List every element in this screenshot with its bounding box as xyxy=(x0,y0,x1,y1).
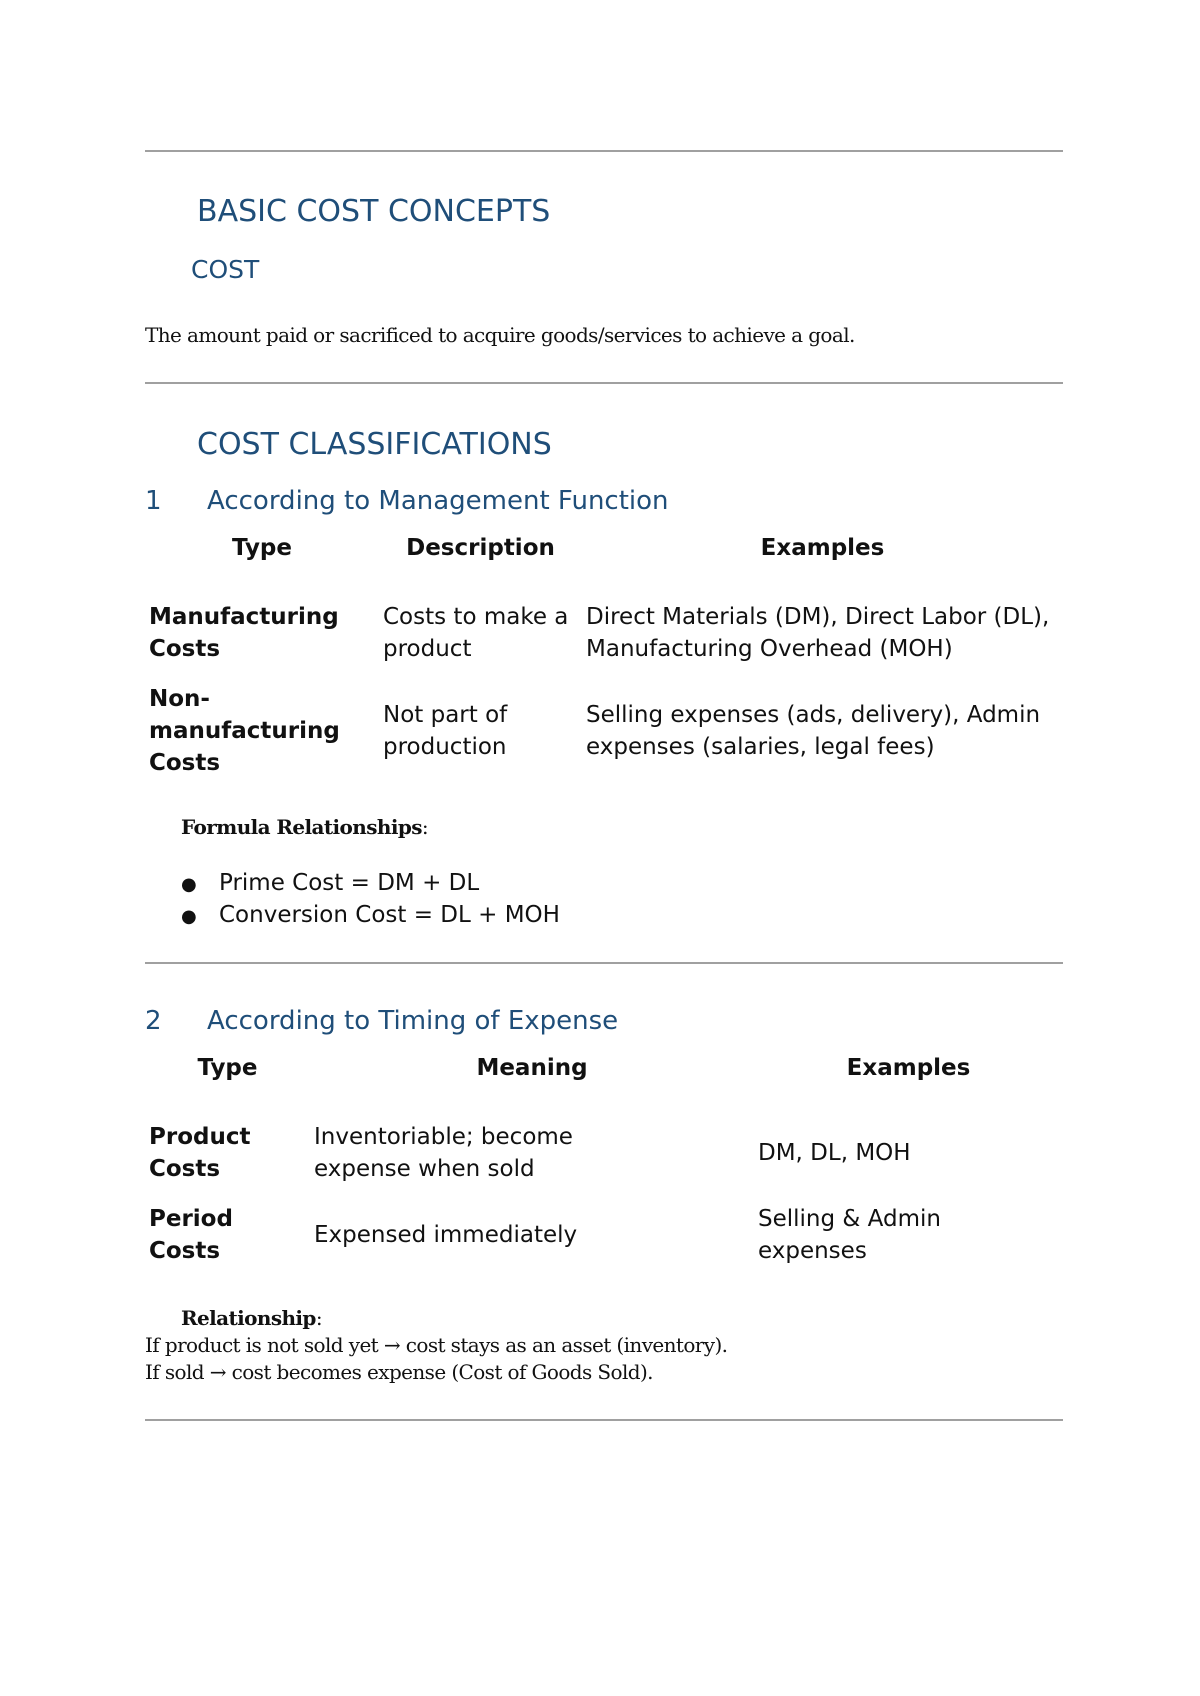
cost-definition: The amount paid or sacrificed to acquire goods/services to achieve a goal. xyxy=(145,323,855,347)
table-row xyxy=(145,1203,1063,1267)
list-item xyxy=(181,868,560,900)
table-row xyxy=(145,1121,1063,1185)
table-row xyxy=(145,683,1063,779)
bullet-icon: ● xyxy=(181,874,197,895)
classifications-heading: COST CLASSIFICATIONS xyxy=(197,427,552,462)
bullet-icon: ● xyxy=(181,906,197,927)
formula-label-colon: : xyxy=(421,815,429,839)
table-header-row xyxy=(145,527,1063,569)
header-type: Type xyxy=(231,535,292,561)
formula-conversion-cost: Conversion Cost = DL + MOH xyxy=(219,902,560,928)
row-meaning: Inventoriable; become expense when sold xyxy=(314,1124,573,1182)
relationship-line-2: If sold → cost becomes expense (Cost of Goods Sold). xyxy=(145,1360,653,1384)
row-description: Costs to make a product xyxy=(383,604,569,662)
formula-relationships-label xyxy=(181,815,428,839)
section-2-heading xyxy=(145,1006,618,1036)
row-type: Product Costs xyxy=(149,1124,251,1182)
header-examples: Examples xyxy=(760,535,885,561)
section-2-number: 2 xyxy=(145,1006,162,1036)
formula-prime-cost: Prime Cost = DM + DL xyxy=(219,870,480,896)
header-examples: Examples xyxy=(846,1055,971,1081)
row-type: Non-manufacturing Costs xyxy=(149,686,340,776)
section-1-heading xyxy=(145,486,669,516)
row-description: Not part of production xyxy=(383,702,508,760)
row-type: Manufacturing Costs xyxy=(149,604,339,662)
header-type: Type xyxy=(197,1055,258,1081)
row-examples: Direct Materials (DM), Direct Labor (DL), Manufacturing Overhead (MOH) xyxy=(586,604,1050,662)
relationship-label-bold: Relationship xyxy=(181,1306,316,1330)
row-type: Period Costs xyxy=(149,1206,233,1264)
horizontal-rule xyxy=(145,962,1063,964)
header-meaning: Meaning xyxy=(476,1055,588,1081)
section-1-title: According to Management Function xyxy=(207,486,669,516)
relationship-line-1: If product is not sold yet → cost stays as an asset (inventory). xyxy=(145,1333,728,1357)
horizontal-rule xyxy=(145,382,1063,384)
section-1-number: 1 xyxy=(145,486,162,516)
row-meaning: Expensed immediately xyxy=(314,1222,578,1248)
table-header-row xyxy=(145,1047,1063,1089)
cost-heading: COST xyxy=(191,255,260,284)
formula-label-bold: Formula Relationships xyxy=(181,815,422,839)
management-function-table xyxy=(145,527,1063,779)
horizontal-rule xyxy=(145,150,1063,152)
section-2-title: According to Timing of Expense xyxy=(207,1006,619,1036)
list-item xyxy=(181,900,560,932)
row-examples: Selling expenses (ads, delivery), Admin expenses (salaries, legal fees) xyxy=(586,702,1041,760)
relationship-label xyxy=(181,1306,322,1330)
header-description: Description xyxy=(406,535,555,561)
horizontal-rule xyxy=(145,1419,1063,1421)
formula-list xyxy=(181,868,560,932)
table-row xyxy=(145,601,1063,665)
row-examples: DM, DL, MOH xyxy=(758,1140,911,1166)
doc-title: BASIC COST CONCEPTS xyxy=(197,194,551,229)
relationship-label-colon: : xyxy=(315,1306,322,1330)
timing-of-expense-table xyxy=(145,1047,1063,1267)
row-examples: Selling & Admin expenses xyxy=(758,1206,941,1264)
